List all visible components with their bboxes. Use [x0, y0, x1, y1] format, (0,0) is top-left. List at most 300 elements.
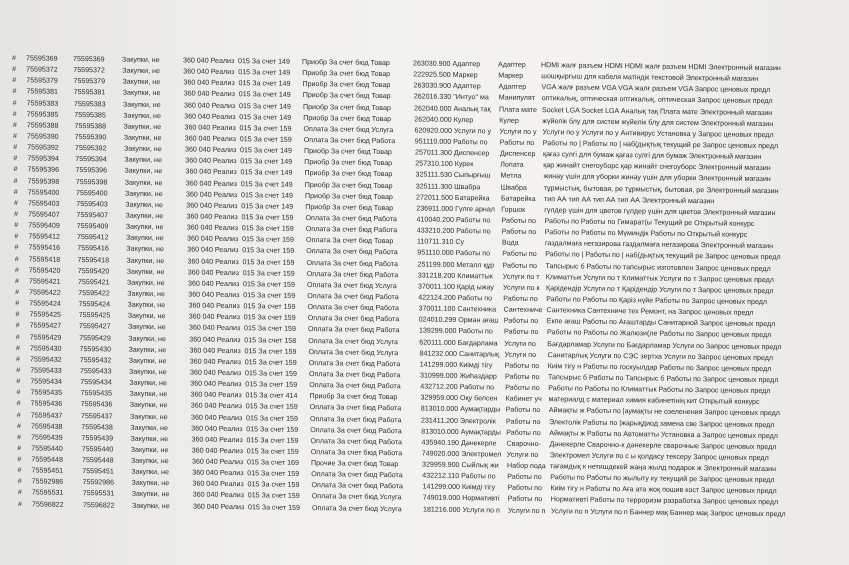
cell-num: 360 040 Реализ [192, 479, 244, 489]
cell-num: 360 040 Реализ [187, 245, 239, 255]
cell-id2: 75595392 [75, 144, 107, 153]
cell-name: Услуги по п [508, 506, 546, 515]
cell-type: Закупки, не [128, 356, 167, 365]
cell-rec: 325111.530 Сыпырғыш [415, 170, 491, 180]
cell-rec: 435940.190 Дәнекерле [421, 438, 497, 448]
cell-acc: 015 За счет 159 [246, 413, 298, 423]
cell-acc: 015 За счет 149 [240, 146, 292, 155]
cell-hash: # [13, 187, 18, 196]
cell-desc: Электолік Работы по |жарықдиод замена све Запрос ценовых предл [549, 417, 775, 429]
cell-hash: # [12, 54, 16, 63]
cell-type: Закупки, не [127, 289, 165, 299]
cell-num: 360 040 Реализ [190, 390, 242, 400]
cell-type: Закупки, не [125, 200, 163, 209]
cell-desc: газдалмаға негазирова газдалмаға негазирова Электронный магазин [545, 239, 774, 251]
cell-hash: # [12, 76, 17, 85]
cell-name: Услуги по к [503, 283, 540, 292]
cell-hash: # [13, 199, 18, 208]
cell-acc: 015 За счет 159 [241, 213, 294, 222]
cell-desc: Работы по Работы по жылыту ку текущий ре Запрос ценовых предл [550, 473, 775, 485]
cell-id2: 75595416 [77, 244, 109, 253]
cell-acc: 015 За счет 159 [244, 324, 296, 334]
cell-num: 360 040 Реализ [185, 145, 237, 155]
cell-type: Закупки, не [130, 434, 169, 443]
cell-rec: 620920.000 Услуги по у [414, 126, 492, 136]
cell-hash: # [17, 477, 22, 486]
cell-acc: 015 За счет 159 [239, 135, 292, 144]
cell-type: Закупки, не [124, 167, 163, 176]
cell-id1: 75595421 [29, 277, 61, 286]
cell-desc: гүлдер үшін для цветов гүлдер үшін для цветов Электронный магазин [544, 205, 776, 217]
cell-id1: 75595392 [27, 143, 59, 152]
cell-id2: 75595425 [78, 311, 111, 320]
cell-id1: 75595409 [28, 221, 60, 230]
cell-id1: 75596822 [32, 500, 64, 509]
cell-rec: 236911.000 Гүлге арнал [416, 204, 495, 214]
cell-name: Батарейка [501, 194, 536, 203]
cell-hash: # [15, 299, 20, 308]
cell-id1: 75595434 [30, 377, 62, 386]
cell-rec: 749019.000 Нормативті [422, 494, 500, 504]
cell-acc: 015 За счет 149 [240, 168, 293, 178]
cell-id2: 75595394 [75, 155, 107, 164]
cell-id2: 75595448 [82, 456, 114, 465]
cell-name: Диспенсер [500, 149, 536, 159]
cell-rec: 262016.330 "Интуо" ма [413, 92, 489, 102]
cell-rec: 951110.000 Работы по [417, 248, 491, 258]
cell-id2: 75595531 [82, 489, 115, 498]
cell-name: Набор пода [507, 461, 546, 471]
cell-name: Работы по [503, 316, 539, 326]
cell-id1: 75595394 [27, 154, 59, 164]
cell-type: Закупки, не [123, 122, 162, 131]
cell-hash: # [15, 343, 20, 352]
cell-name: Работы по [501, 227, 537, 237]
cell-rec: 310999.000 Жиһаздарр [420, 371, 497, 381]
cell-type: Закупки, не [129, 401, 168, 410]
cell-acc: 015 За счет 159 [243, 291, 296, 300]
cell-rec: 272011.500 Батарейка [416, 193, 490, 203]
cell-num: 360 040 Реализ [186, 223, 239, 233]
cell-desc: Работы по Работы по Климаттык Работы по Запрос ценовых предл [548, 384, 771, 396]
cell-id2: 75595438 [81, 422, 113, 432]
cell-acc: 015 За счет 159 [242, 257, 295, 267]
cell-desc: жинау үшін для уборки жинау үшін для уборки Электронный магазин [543, 172, 771, 184]
cell-rec: 370011.100 Қарід ыжау [418, 282, 494, 292]
cell-type: Закупки, не [122, 77, 161, 87]
cell-id1: 75595438 [30, 422, 63, 431]
cell-id1: 75595407 [28, 210, 60, 219]
cell-cmt: Оплата За счет бюд Работа [308, 325, 400, 335]
cell-acc: 015 За счет 159 [246, 424, 299, 434]
cell-hash: # [16, 377, 21, 386]
cell-id2: 75595396 [75, 166, 108, 175]
cell-desc: шошқыргыш для кабеля матіндік текстовой Электронный магазин [541, 72, 759, 84]
cell-cmt: Приобр За счет бюд Товар [304, 158, 393, 168]
cell-rec: 181216.000 Услуги по п [423, 505, 500, 515]
cell-name: Работы по [502, 261, 537, 270]
cell-cmt: Оплата За счет бюд Работа [308, 358, 401, 369]
cell-id2: 75595424 [78, 300, 111, 309]
cell-id2: 75595400 [76, 188, 108, 198]
cell-rec: 231411.200 Электролік [421, 416, 496, 425]
cell-rec: 139299.000 Работы по [419, 326, 493, 336]
cell-acc: 015 За счет 149 [239, 101, 291, 111]
cell-name: Горшок [501, 205, 526, 214]
cell-rec: 620111.000 Бағдарлама [419, 338, 498, 348]
cell-acc: 015 За счет 149 [241, 190, 293, 200]
cell-id2: 75595451 [82, 467, 114, 476]
cell-desc: Работы по Работы по Гимарат(ы Текущий ре Открытый конкурс [544, 217, 755, 228]
cell-cmt: Оплата За счет бюд Работа [303, 135, 396, 146]
cell-rec: 251199.000 Металл құр [417, 259, 495, 269]
cell-desc: Услуги по у Услуги по у Антивирус Установка у Запрос ценовых предл [542, 127, 774, 139]
cell-id1: 75595436 [30, 399, 63, 409]
cell-desc: тип АА тип АА тип АА тип АА Электронный магазин [544, 194, 715, 206]
cell-hash: # [12, 65, 17, 74]
cell-rec: 263030.900 Адаптер [413, 59, 481, 69]
cell-rec: 432712.200 Работы по [420, 382, 495, 392]
cell-acc: 015 За счет 159 [243, 302, 296, 311]
cell-num: 360 040 Реализ [183, 78, 235, 88]
cell-cmt: Оплата За счет бюд Работа [306, 269, 399, 279]
cell-desc: Екпе ағаш Работы по Ағаштарды Санитарной Запрос ценовых предл [546, 317, 776, 329]
cell-id2: 75595439 [81, 433, 114, 443]
cell-name: Работы по [507, 483, 542, 493]
cell-id1: 75595429 [29, 332, 62, 342]
cell-rec: 841232.000 Санитарлық [419, 349, 500, 359]
cell-id2: 75595430 [79, 344, 112, 354]
cell-cmt: Приобр За счет бюд Товар [309, 392, 398, 402]
cell-cmt: Приобр За счет бюд Товар [302, 91, 391, 101]
cell-cmt: Оплата За счет бюд Товар [306, 236, 394, 246]
cell-id2: 75595434 [80, 378, 112, 387]
cell-acc: 015 За счет 149 [238, 68, 291, 77]
cell-rec: 331218.200 Климаттык [417, 271, 493, 281]
cell-id1: 75595403 [27, 199, 60, 208]
cell-name: Работы по [501, 216, 536, 225]
cell-id1: 75595400 [27, 188, 60, 197]
cell-num: 360 040 Реализ [189, 334, 241, 344]
cell-cmt: Оплата За счет бюд Услуга [307, 280, 397, 291]
cell-type: Закупки, не [126, 233, 164, 243]
cell-hash: # [15, 288, 20, 297]
cell-id2: 75595398 [75, 177, 108, 186]
cell-rec: 813010.000 Аумақтарды [421, 427, 501, 437]
data-table [0, 53, 830, 521]
cell-cmt: Приобр За счет бюд Товар [304, 169, 393, 179]
cell-acc: 015 За счет 159 [241, 224, 294, 233]
cell-cmt: Приобр За счет бюд Товар [303, 113, 392, 123]
cell-desc: қағаз сулгі для бумаж қағаз сулгі для бумаж Электронный магазин [543, 150, 762, 162]
cell-acc: 015 За счет 159 [246, 436, 299, 445]
cell-acc: 015 За счет 159 [245, 369, 297, 378]
cell-rec: 141299.000 Киімдi тігу [422, 482, 496, 492]
cell-num: 360 040 Реализ [188, 301, 240, 311]
cell-desc: тұрмыстық, бытовая, ре тұрмыстық, бытовая, ре Электронный магазин [543, 183, 779, 195]
cell-name: Сварочно- [506, 439, 541, 448]
cell-cmt: Оплата За счет бюд Работа [306, 258, 398, 268]
cell-desc: материалд с материал химия кабинетінің кит Открытый конкурс [548, 395, 760, 407]
cell-hash: # [16, 366, 21, 375]
cell-hash: # [13, 154, 18, 163]
cell-type: Закупки, не [127, 311, 166, 321]
cell-id2: 75595403 [76, 199, 108, 209]
cell-acc: 015 За счет 159 [244, 346, 297, 356]
cell-hash: # [16, 388, 21, 397]
cell-num: 360 040 Реализ [185, 156, 237, 166]
cell-acc: 015 За счет 159 [242, 268, 295, 278]
cell-desc: Бағдарламар Услуги по Бағдарламар Услуги по Запрос ценовых предл [547, 339, 782, 351]
cell-id1: 75595418 [28, 254, 61, 264]
cell-id1: 75595388 [26, 121, 59, 130]
cell-id1: 75595372 [26, 65, 58, 74]
cell-acc: 015 За счет 159 [243, 279, 295, 289]
cell-type: Закупки, не [127, 300, 166, 310]
cell-rec: 329959.900 Сыйлық жи [422, 460, 499, 470]
cell-num: 360 040 Реализ [187, 256, 239, 266]
cell-acc: 015 За счет 159 [239, 123, 292, 133]
cell-name: Работы по [505, 405, 541, 415]
cell-desc: оптикалық, оптическая оптикалық, оптическая Запрос ценовых предл [541, 94, 773, 106]
cell-name: Плата мате [499, 105, 537, 114]
cell-cmt: Оплата За счет бюд Услуга [311, 492, 402, 502]
cell-id1: 75595439 [31, 433, 63, 442]
cell-desc: Сантехника Сантехниче тех Ремонт, на Запрос ценовых предл [546, 306, 754, 317]
cell-type: Закупки, не [129, 389, 168, 399]
cell-rec: 257011.300 Диспенсер [415, 148, 490, 158]
cell-hash: # [15, 310, 20, 319]
cell-cmt: Оплата За счет бюд Работа [311, 481, 403, 491]
cell-rec: 432212.110 Работы по [422, 471, 496, 481]
cell-type: Закупки, не [126, 267, 165, 276]
cell-num: 360 040 Реализ [183, 89, 236, 99]
cell-id1: 75595437 [30, 410, 63, 420]
cell-name: Лопата [500, 160, 524, 170]
cell-num: 360 040 Реализ [185, 178, 238, 188]
cell-acc: 015 За счет 169 [247, 458, 299, 467]
cell-id2: 75595435 [80, 389, 113, 398]
cell-num: 360 040 Реализ [192, 468, 244, 478]
cell-num: 360 040 Реализ [191, 413, 243, 422]
cell-id1: 75595427 [29, 321, 62, 331]
cell-num: 360 040 Реализ [192, 491, 245, 500]
cell-hash: # [17, 455, 22, 464]
cell-rec: 257310.100 Курек [415, 159, 474, 169]
cell-hash: # [14, 265, 19, 274]
cell-name: Работы по [506, 417, 541, 426]
cell-cmt: Оплата За счет бюд Работа [307, 314, 400, 324]
cell-hash: # [12, 98, 17, 107]
cell-acc: 015 За счет 159 [248, 502, 300, 512]
cell-id1: 75592986 [31, 477, 64, 487]
cell-name: Работы по [505, 383, 540, 393]
cell-name: Работы по [504, 361, 540, 370]
cell-cmt: Оплата За счет бюд Работа [307, 303, 399, 313]
cell-cmt: Оплата За счет бюд Услуга [308, 336, 398, 346]
cell-name: Адаптер [498, 82, 527, 92]
cell-cmt: Прочие За счет бюд Товар [311, 459, 399, 469]
cell-acc: 015 За счет 149 [240, 179, 293, 189]
cell-type: Закупки, не [131, 490, 170, 499]
cell-desc: Работы по | Работы по | наб(дықтық текущий ре Запрос ценовых предл [545, 250, 781, 262]
cell-name: Работы по [507, 495, 543, 504]
cell-num: 360 040 Реализ [184, 100, 236, 110]
cell-cmt: Приобр За счет бюд Товар [304, 180, 393, 190]
cell-rec: 370011.100 Сантехника [418, 304, 497, 314]
cell-desc: Тапсырыс б Работы по тапсырыс изготовлен Запрос ценовых предл [545, 261, 771, 273]
cell-name: Маркер [498, 71, 524, 80]
cell-type: Закупки, не [125, 222, 164, 232]
cell-name: Работы по [507, 472, 542, 482]
cell-num: 360 040 Реализ [192, 457, 244, 467]
cell-id2: 75595407 [76, 210, 109, 220]
cell-desc: Киім тігу н Работы по Аға ата жоқ пошив кост Запрос ценовых предл [550, 484, 777, 496]
cell-hash: # [14, 221, 19, 230]
cell-hash: # [15, 321, 20, 330]
cell-num: 360 040 Реализ [184, 112, 236, 121]
cell-type: Закупки, не [127, 278, 165, 287]
cell-id1: 75595381 [26, 87, 58, 97]
cell-id1: 75595385 [26, 110, 59, 119]
cell-cmt: Приобр За счет бюд Товар [302, 57, 390, 68]
cell-name: Работы по [506, 428, 541, 437]
cell-type: Закупки, не [128, 345, 167, 354]
cell-hash: # [12, 109, 17, 118]
cell-type: Закупки, не [124, 144, 162, 154]
cell-acc: 015 За счет 159 [247, 469, 300, 479]
cell-num: 360 040 Реализ [191, 435, 243, 444]
cell-id2: 75595436 [80, 400, 113, 409]
cell-hash: # [17, 466, 22, 475]
cell-type: Закупки, не [123, 100, 161, 109]
cell-id2: 75595421 [78, 277, 110, 287]
cell-type: Закупки, не [131, 479, 170, 488]
cell-name: Метла [500, 171, 522, 181]
cell-id2: 75595437 [81, 411, 113, 420]
cell-hash: # [17, 444, 22, 453]
cell-desc: қар жинайт снегоуборс қар жинайт снегоуборс Электронный магазин [543, 161, 771, 173]
cell-type: Закупки, не [123, 133, 162, 143]
cell-id2: 75595369 [73, 54, 105, 64]
cell-num: 360 040 Реализ [189, 357, 242, 366]
cell-rec: 263030.900 Адаптер [413, 81, 481, 91]
cell-name: Кабинет уч [505, 394, 542, 404]
cell-name: Работы по [503, 294, 538, 303]
cell-acc: 015 За счет 159 [247, 491, 300, 501]
cell-acc: 015 За счет 149 [241, 201, 294, 211]
cell-desc: Электромел Услуги по с ы қолдасу тексеру Запрос ценовых предл [549, 451, 769, 462]
cell-name: Швабра [500, 183, 527, 192]
cell-id1: 75595396 [27, 165, 60, 175]
cell-num: 360 040 Реализ [188, 279, 240, 288]
cell-acc: 015 За счет 149 [239, 112, 292, 122]
cell-num: 360 040 Реализ [187, 268, 240, 277]
cell-num: 360 040 Реализ [191, 446, 244, 456]
cell-cmt: Оплата За счет бюд Услуга [308, 347, 399, 357]
cell-hash: # [12, 87, 17, 96]
cell-desc: HDMI жалғ разъем HDMI HDMI жалғ разъем HDMI Электронный магазин [541, 61, 781, 73]
cell-name: Вода [502, 238, 519, 248]
cell-rec: 749020.000 Электромел [421, 449, 502, 459]
cell-id1: 75595448 [31, 455, 63, 464]
cell-type: Закупки, не [124, 155, 162, 165]
cell-name: Работы по [505, 372, 540, 381]
cell-desc: Работы по Работы по Жалюзи(ле Работы по Запрос ценовых предл [547, 328, 772, 340]
cell-name: Кулер [499, 116, 519, 125]
cell-hash: # [13, 165, 18, 174]
cell-acc: 015 За счет 159 [242, 235, 294, 245]
cell-num: 360 040 Реализ [184, 123, 236, 132]
cell-name: Услуги по т [502, 272, 540, 281]
cell-id1: 75595433 [30, 366, 62, 375]
cell-num: 360 040 Реализ [189, 323, 241, 333]
cell-num: 360 040 Реализ [183, 67, 235, 77]
cell-type: Закупки, не [124, 178, 163, 187]
cell-num: 360 040 Реализ [190, 401, 243, 411]
cell-id2: 75595422 [78, 288, 110, 298]
cell-id2: 75595381 [73, 88, 106, 97]
cell-type: Закупки, не [132, 501, 170, 510]
cell-type: Закупки, не [128, 334, 166, 343]
cell-rec: 222925.500 Маркер [413, 70, 478, 80]
cell-cmt: Приобр За счет бюд Товар [302, 69, 391, 79]
cell-cmt: Оплата За счет бюд Работа [309, 381, 401, 391]
cell-name: Сантехниче [503, 305, 543, 315]
cell-name: Услуги по у [499, 127, 537, 136]
cell-id1: 75595422 [29, 288, 61, 297]
cell-acc: 015 За счет 159 [244, 358, 297, 367]
cell-rec: 110711.310 Су [417, 237, 465, 247]
cell-hash: # [16, 421, 21, 430]
cell-rec: 262040.000 Аналық тақ [414, 103, 491, 113]
cell-acc: 015 За счет 158 [244, 335, 297, 345]
cell-rec: 422124.200 Работы по [418, 293, 493, 303]
cell-acc: 015 За счет 159 [243, 313, 296, 323]
cell-hash: # [18, 499, 22, 508]
cell-desc: Аймақты ж Работы по |аумақты не озеленения Запрос ценовых предл [548, 406, 780, 418]
cell-id2: 75595409 [76, 222, 109, 231]
cell-cmt: Приобр За счет бюд Товар [305, 202, 394, 212]
cell-acc: 015 За счет 149 [238, 57, 290, 66]
cell-desc: Аймақты ж Работы по Автоматты Установка а Запрос ценовых предл [549, 428, 778, 440]
cell-type: Закупки, не [129, 378, 167, 388]
cell-acc: 015 За счет 149 [238, 90, 291, 100]
cell-id1: 75595412 [28, 232, 60, 242]
cell-id1: 75595369 [26, 54, 58, 63]
cell-num: 360 040 Реализ [186, 212, 238, 222]
cell-rec: 951110.000 Работы по [414, 137, 488, 147]
cell-id2: 75595440 [81, 444, 114, 454]
cell-cmt: Оплата За счет бюд Работа [310, 447, 403, 458]
cell-type: Закупки, не [130, 445, 169, 455]
cell-id1: 75595379 [26, 76, 58, 86]
cell-type: Закупки, не [125, 211, 164, 221]
cell-desc: Работы по | Работы по | наб(дықтық текущий ре Запрос ценовых предл [542, 139, 779, 151]
cell-id1: 75595398 [27, 176, 60, 186]
cell-desc: Қарідендір Услуги по т Қарідендір Услуги по т Запрос ценовых предл [546, 283, 774, 295]
cell-type: Закупки, не [123, 111, 161, 120]
cell-acc: 015 За счет 159 [246, 447, 299, 456]
cell-type: Закупки, не [122, 89, 161, 98]
cell-id1: 75595424 [29, 299, 61, 308]
cell-type: Закупки, не [122, 66, 160, 76]
cell-name: Работы по [504, 327, 539, 337]
cell-desc: Киім тігу н Работы по госкуылдар Работы по Запрос ценовых предл [547, 361, 772, 373]
cell-cmt: Приобр За счет бюд Товар [305, 191, 393, 201]
cell-desc: Тапсырыс б Работы по Тапсырыс б Работы по Запрос ценовых предл [548, 373, 779, 385]
cell-cmt: Оплата За счет бюд Услуга [312, 503, 402, 513]
